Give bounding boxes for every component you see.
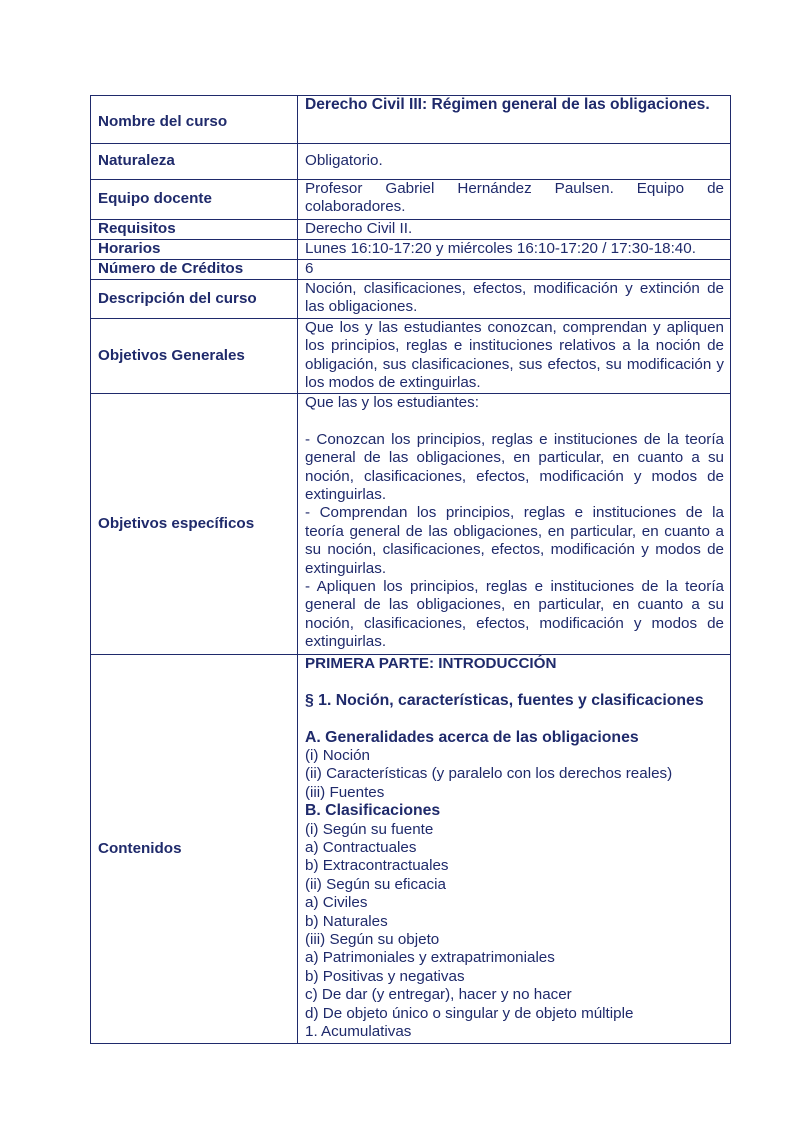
row-naturaleza bbox=[91, 144, 731, 180]
contenidos-item: a) Civiles bbox=[305, 894, 368, 912]
contenidos-item: (i) Noción bbox=[305, 747, 370, 764]
contenidos-b-heading: B. Clasificaciones bbox=[305, 802, 441, 820]
contenidos-item: (ii) Características (y paralelo con los derechos reales) bbox=[305, 765, 673, 783]
obj-generales-value: Que los y las estudiantes conozcan, comprendan y apliquen los principios, reglas e instituciones relativos a la noción de obligación, sus clasificaciones, sus efectos, su modificación y los modos de extinguirlas. bbox=[298, 319, 731, 394]
contenidos-value bbox=[298, 655, 731, 1044]
requisitos-value: Derecho Civil II. bbox=[298, 220, 731, 240]
contenidos-a-heading: A. Generalidades acerca de las obligaciones bbox=[305, 728, 639, 746]
contenidos-item: c) De dar (y entregar), hacer y no hacer bbox=[305, 986, 572, 1004]
contenidos-item: (ii) Según su eficacia bbox=[305, 875, 446, 893]
row-objetivos-especificos bbox=[91, 394, 731, 655]
contenidos-item: a) Patrimoniales y extrapatrimoniales bbox=[305, 949, 555, 967]
obj-especificos-item: - Apliquen los principios, reglas e instituciones de la teoría general de las obligaciones, en particular, en cuanto a su noción, clasificaciones, efectos, modificación y modos de extinguirlas. bbox=[305, 578, 724, 651]
contenidos-item: a) Contractuales bbox=[305, 839, 417, 857]
contenidos-part-heading: PRIMERA PARTE: INTRODUCCIÓN bbox=[305, 655, 557, 672]
obj-generales-label: Objetivos Generales bbox=[91, 319, 298, 394]
row-descripcion bbox=[91, 280, 731, 319]
nombre-value: Derecho Civil III: Régimen general de las obligaciones. bbox=[298, 96, 731, 144]
obj-especificos-intro: Que las y los estudiantes: bbox=[305, 394, 479, 411]
contenidos-item: b) Naturales bbox=[305, 912, 388, 930]
row-contenidos bbox=[91, 655, 731, 1044]
contenidos-item: (iii) Según su objeto bbox=[305, 931, 440, 949]
obj-especificos-item: - Comprendan los principios, reglas e instituciones de la teoría general de las obligaciones, en particular, en cuanto a su noción, clasificaciones, efectos, modificación y modos de extinguirlas. bbox=[305, 504, 724, 577]
equipo-label: Equipo docente bbox=[91, 180, 298, 220]
descripcion-value: Noción, clasificaciones, efectos, modificación y extinción de las obligaciones. bbox=[298, 280, 731, 319]
contenidos-item: 1. Acumulativas bbox=[305, 1023, 412, 1041]
creditos-label: Número de Créditos bbox=[91, 260, 298, 280]
nombre-label: Nombre del curso bbox=[91, 96, 298, 144]
row-creditos bbox=[91, 260, 731, 280]
creditos-value: 6 bbox=[298, 260, 731, 280]
contenidos-label: Contenidos bbox=[91, 655, 298, 1044]
horarios-label: Horarios bbox=[91, 240, 298, 260]
horarios-value: Lunes 16:10-17:20 y miércoles 16:10-17:20 / 17:30-18:40. bbox=[298, 240, 731, 260]
course-program-sheet bbox=[90, 95, 731, 1044]
contenidos-item: b) Positivas y negativas bbox=[305, 967, 465, 985]
row-nombre bbox=[91, 96, 731, 144]
row-equipo bbox=[91, 180, 731, 220]
obj-especificos-item: - Conozcan los principios, reglas e instituciones de la teoría general de las obligaciones, en particular, en cuanto a su noción, clasificaciones, efectos, modificación y modos de extinguirlas. bbox=[305, 430, 724, 504]
obj-especificos-label: Objetivos específicos bbox=[91, 394, 298, 655]
naturaleza-value: Obligatorio. bbox=[298, 144, 731, 180]
contenidos-section-heading: § 1. Noción, características, fuentes y clasificaciones bbox=[305, 691, 704, 709]
naturaleza-label: Naturaleza bbox=[91, 144, 298, 180]
obj-especificos-value bbox=[298, 394, 731, 655]
course-info-table bbox=[90, 95, 731, 1044]
contenidos-item: (iii) Fuentes bbox=[305, 783, 385, 801]
contenidos-item: (i) Según su fuente bbox=[305, 820, 434, 838]
descripcion-label: Descripción del curso bbox=[91, 280, 298, 319]
contenidos-item: d) De objeto único o singular y de objeto múltiple bbox=[305, 1004, 634, 1022]
row-requisitos bbox=[91, 220, 731, 240]
equipo-value: Profesor Gabriel Hernández Paulsen. Equipo de colaboradores. bbox=[298, 180, 731, 220]
requisitos-label: Requisitos bbox=[91, 220, 298, 240]
row-horarios bbox=[91, 240, 731, 260]
contenidos-item: b) Extracontractuales bbox=[305, 857, 449, 875]
row-objetivos-generales bbox=[91, 319, 731, 394]
